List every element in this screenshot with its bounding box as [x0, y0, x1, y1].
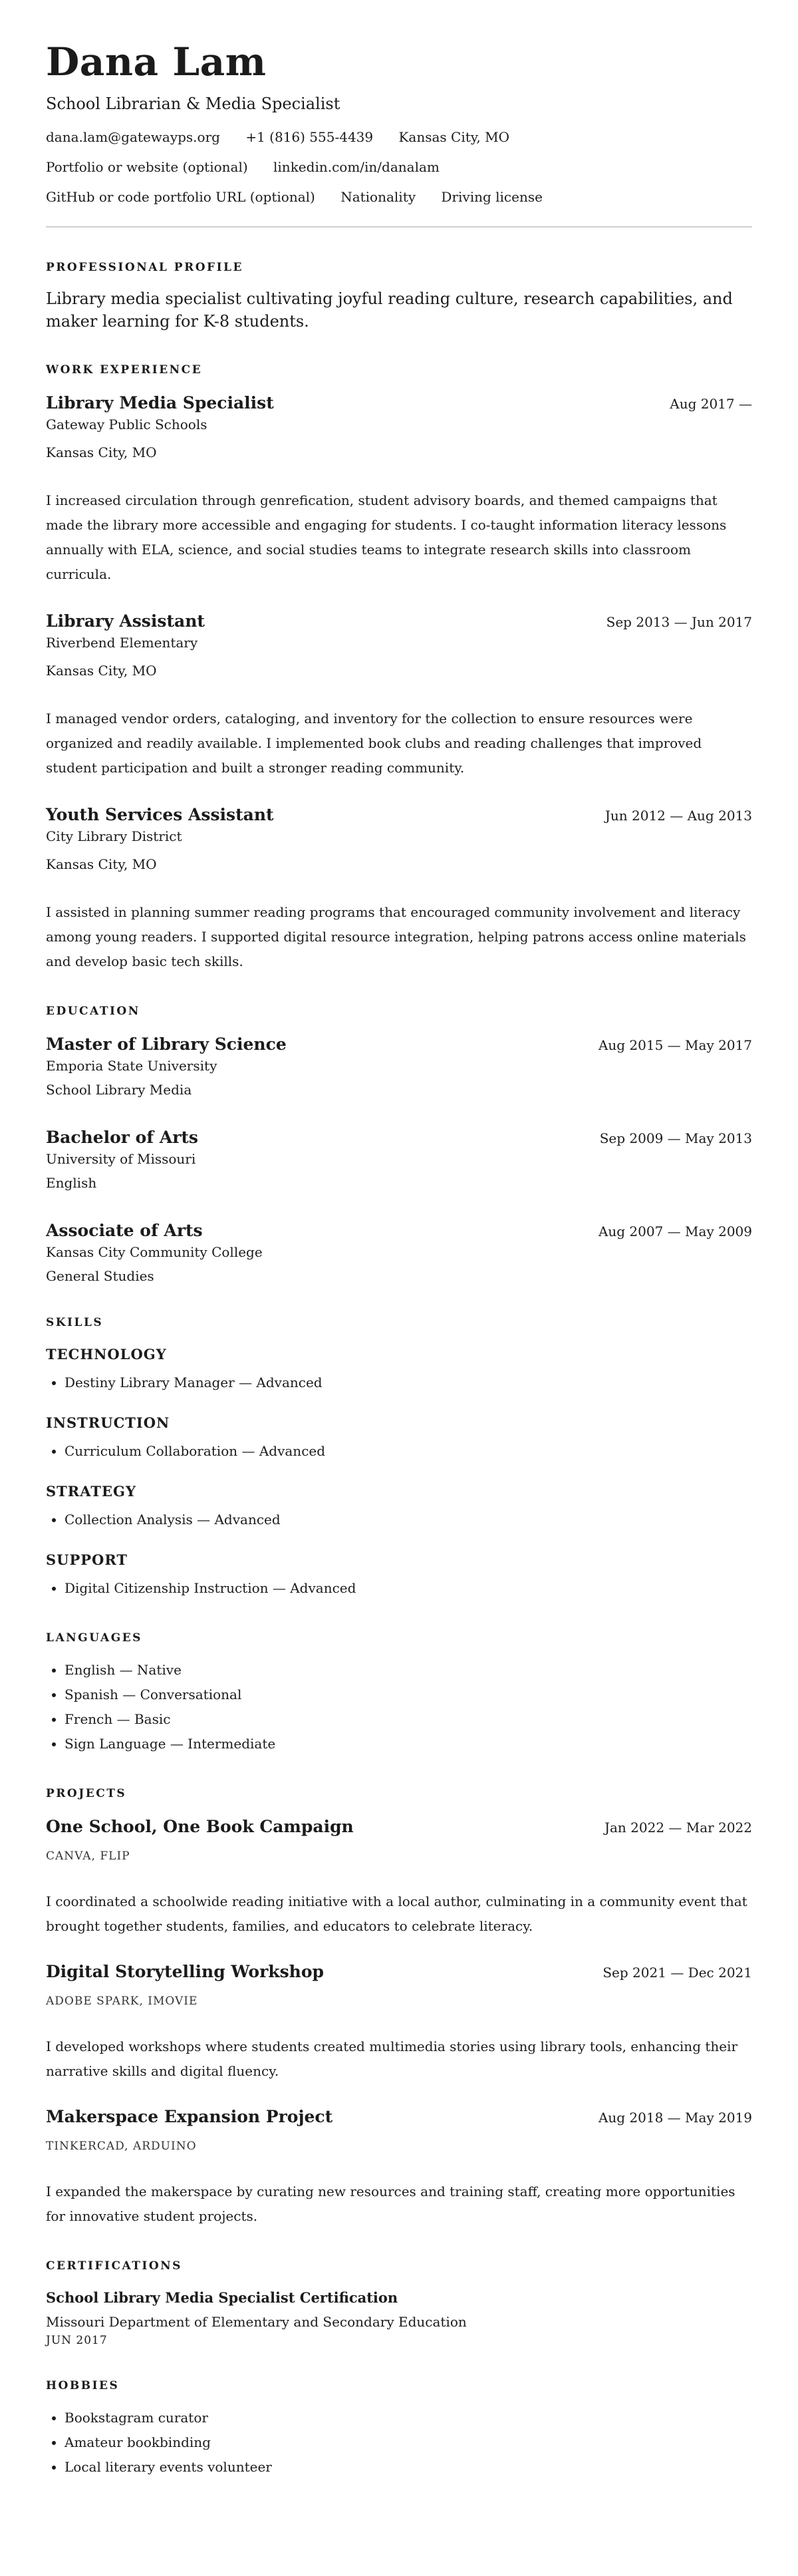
project-date: Jan 2022 — Mar 2022 — [604, 1820, 752, 1836]
school: Emporia State University — [46, 1058, 217, 1074]
certification-date: JUN 2017 — [46, 2334, 108, 2347]
job-description: I managed vendor orders, cataloging, and inventory for the collection to ensure resources were organized and readily available. I implemented book clubs and reading challenges that improved student participation and built a stronger reading community. — [46, 711, 702, 776]
project-tools: ADOBE SPARK, IMOVIE — [46, 1995, 198, 2008]
job-title: Youth Services Assistant — [46, 805, 274, 824]
contact-row — [46, 128, 752, 146]
nationality: Nationality — [340, 189, 416, 205]
education-entry — [46, 1034, 752, 1099]
skill-list — [46, 1576, 752, 1601]
school: University of Missouri — [46, 1151, 196, 1167]
skill-category: STRATEGY — [46, 1483, 136, 1500]
language-item: • Spanish — Conversational — [65, 1683, 752, 1707]
language-list — [46, 1658, 752, 1756]
skill-category: TECHNOLOGY — [46, 1346, 167, 1363]
candidate-name: Dana Lam — [46, 39, 267, 84]
project-title: Digital Storytelling Workshop — [46, 1962, 324, 1981]
field-of-study: English — [46, 1175, 97, 1191]
section-work — [46, 362, 752, 974]
profile-summary: Library media specialist cultivating joyful reading culture, research capabilities, and maker learning for K-8 students. — [46, 289, 733, 331]
section-title-profile: PROFESSIONAL PROFILE — [46, 261, 243, 274]
skill-item: • Digital Citizenship Instruction — Advanced — [65, 1576, 752, 1601]
certification-issuer: Missouri Department of Elementary and Secondary Education — [46, 2314, 467, 2330]
language-item: • Sign Language — Intermediate — [65, 1732, 752, 1756]
employer: Riverbend Elementary — [46, 635, 198, 651]
header-divider — [46, 226, 752, 228]
section-education — [46, 1003, 752, 1285]
skill-item: • Curriculum Collaboration — Advanced — [65, 1439, 752, 1464]
job-location: Kansas City, MO — [46, 663, 157, 679]
section-projects — [46, 1786, 752, 2229]
project-entry — [46, 2106, 752, 2229]
skill-category: INSTRUCTION — [46, 1414, 170, 1431]
section-title-skills: SKILLS — [46, 1316, 104, 1329]
language-item: • French — Basic — [65, 1707, 752, 1732]
job-location: Kansas City, MO — [46, 856, 157, 872]
education-entry — [46, 1127, 752, 1192]
phone-link[interactable]: +1 (816) 555-4439 — [245, 129, 374, 145]
linkedin-link[interactable]: linkedin.com/in/danalam — [273, 159, 440, 175]
project-description: I expanded the makerspace by curating new resources and training staff, creating more opportunities for innovative student projects. — [46, 2183, 735, 2224]
section-languages — [46, 1630, 752, 1756]
job-date: Jun 2012 — Aug 2013 — [604, 808, 752, 824]
hobby-item: • Local literary events volunteer — [65, 2455, 752, 2480]
education-date: Aug 2015 — May 2017 — [598, 1037, 752, 1053]
section-title-hobbies: HOBBIES — [46, 2379, 120, 2392]
email-link[interactable]: dana.lam@gatewayps.org — [46, 129, 220, 145]
skill-category: SUPPORT — [46, 1551, 128, 1568]
skill-list — [46, 1370, 752, 1395]
project-date: Aug 2018 — May 2019 — [598, 2110, 752, 2126]
contact-row — [46, 188, 752, 206]
job-date: Sep 2013 — Jun 2017 — [606, 614, 752, 630]
github-link[interactable]: GitHub or code portfolio URL (optional) — [46, 189, 315, 205]
project-tools: CANVA, FLIP — [46, 1850, 130, 1863]
work-entry — [46, 393, 752, 587]
section-hobbies — [46, 2378, 752, 2480]
language-item: • English — Native — [65, 1658, 752, 1683]
section-title-languages: LANGUAGES — [46, 1631, 142, 1645]
section-skills — [46, 1315, 752, 1601]
hobby-item: • Amateur bookbinding — [65, 2430, 752, 2455]
skill-item: • Destiny Library Manager — Advanced — [65, 1370, 752, 1395]
contact-row — [46, 158, 752, 176]
field-of-study: School Library Media — [46, 1082, 192, 1098]
skill-item: • Collection Analysis — Advanced — [65, 1508, 752, 1532]
job-date: Aug 2017 — — [670, 396, 752, 412]
job-title: Library Media Specialist — [46, 393, 274, 412]
degree: Bachelor of Arts — [46, 1128, 199, 1147]
portfolio-link[interactable]: Portfolio or website (optional) — [46, 159, 248, 175]
driving-license: Driving license — [441, 189, 543, 205]
education-entry — [46, 1220, 752, 1285]
school: Kansas City Community College — [46, 1244, 263, 1260]
skill-list — [46, 1508, 752, 1532]
job-title: Library Assistant — [46, 611, 205, 631]
candidate-title: School Librarian & Media Specialist — [46, 94, 340, 113]
education-date: Sep 2009 — May 2013 — [599, 1130, 752, 1146]
degree: Associate of Arts — [46, 1221, 203, 1240]
project-description: I developed workshops where students created multimedia stories using library tools, enhancing their narrative skills and digital fluency. — [46, 2038, 738, 2079]
project-entry — [46, 1816, 752, 1939]
section-title-certifications: CERTIFICATIONS — [46, 2259, 182, 2273]
section-title-projects: PROJECTS — [46, 1787, 127, 1800]
job-location: Kansas City, MO — [46, 444, 157, 460]
project-title: One School, One Book Campaign — [46, 1817, 354, 1836]
hobby-list — [46, 2406, 752, 2480]
section-title-work: WORK EXPERIENCE — [46, 363, 203, 377]
project-date: Sep 2021 — Dec 2021 — [602, 1965, 752, 1981]
section-title-education: EDUCATION — [46, 1005, 140, 1018]
work-entry — [46, 611, 752, 780]
project-tools: TINKERCAD, ARDUINO — [46, 2140, 197, 2153]
certification-title: School Library Media Specialist Certification — [46, 2289, 398, 2306]
education-date: Aug 2007 — May 2009 — [598, 1223, 752, 1239]
project-title: Makerspace Expansion Project — [46, 2107, 333, 2126]
work-entry — [46, 804, 752, 974]
job-description: I assisted in planning summer reading programs that encouraged community involvement and literacy among young readers. I supported digital resource integration, helping patrons access online materials and develop basic tech skills. — [46, 904, 746, 969]
skill-list — [46, 1439, 752, 1464]
project-entry — [46, 1961, 752, 2084]
field-of-study: General Studies — [46, 1268, 154, 1284]
hobby-item: • Bookstagram curator — [65, 2406, 752, 2430]
job-description: I increased circulation through genrefication, student advisory boards, and themed campaigns that made the library more accessible and engaging for students. I co-taught information literacy lessons annually with ELA, science, and social studies teams to integrate research skills into classroom curricula. — [46, 492, 727, 582]
project-description: I coordinated a schoolwide reading initiative with a local author, culminating in a community event that brought together students, families, and educators to celebrate literacy. — [46, 1893, 747, 1934]
degree: Master of Library Science — [46, 1035, 287, 1054]
section-certifications — [46, 2258, 752, 2348]
employer: Gateway Public Schools — [46, 416, 207, 432]
location: Kansas City, MO — [398, 129, 510, 145]
employer: City Library District — [46, 828, 182, 844]
